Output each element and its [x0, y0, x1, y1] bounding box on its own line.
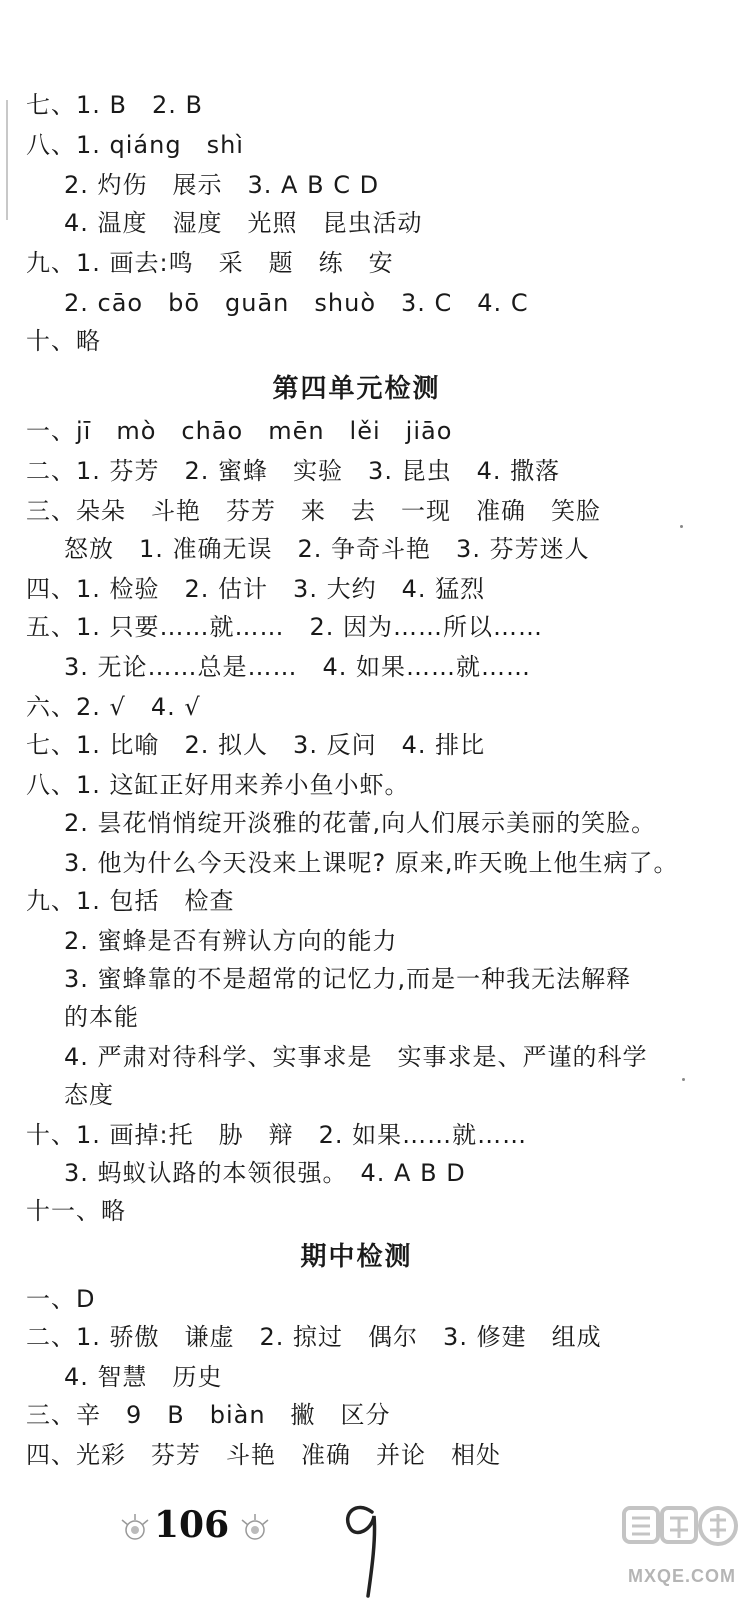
- answer-line: 二、1. 芬芳 2. 蜜蜂 实验 3. 昆虫 4. 撒落: [26, 457, 561, 485]
- page-number: 106: [154, 1504, 230, 1546]
- scan-speck: [682, 1078, 685, 1081]
- answer-line: 一、jī mò chāo mēn lěi jiāo: [26, 417, 453, 445]
- answer-line: 3. 蚂蚁认路的本领很强。 4. A B D: [64, 1159, 466, 1187]
- page-footer: [110, 1498, 750, 1598]
- answer-line: 六、2. √ 4. √: [26, 693, 201, 721]
- scan-edge: [6, 100, 8, 220]
- answer-line: 四、1. 检验 2. 估计 3. 大约 4. 猛烈: [26, 575, 486, 603]
- answer-line: 3. 蜜蜂靠的不是超常的记忆力,而是一种我无法解释: [64, 965, 632, 993]
- answer-line: 2. 昙花悄悄绽开淡雅的花蕾,向人们展示美丽的笑脸。: [64, 809, 657, 837]
- answer-line: 4. 温度 湿度 光照 昆虫活动: [64, 209, 423, 237]
- answer-line: 态度: [64, 1081, 114, 1109]
- right-ornament-icon: [238, 1512, 272, 1544]
- answer-line: 五、1. 只要……就…… 2. 因为……所以……: [26, 613, 544, 641]
- section-heading: 第四单元检测: [272, 374, 441, 404]
- answer-line: 3. 他为什么今天没来上课呢? 原来,昨天晚上他生病了。: [64, 849, 679, 877]
- answer-line: 九、1. 包括 检查: [26, 887, 235, 915]
- section-heading: 期中检测: [300, 1242, 413, 1272]
- answer-line: 八、1. qiáng shì: [26, 131, 244, 159]
- answer-line: 3. 无论……总是…… 4. 如果……就……: [64, 653, 532, 681]
- answer-line: 十一、略: [26, 1197, 126, 1225]
- answer-line: 2. 灼伤 展示 3. A B C D: [64, 171, 380, 199]
- answer-line: 四、光彩 芬芳 斗艳 准确 并论 相处: [26, 1441, 501, 1469]
- answer-line: 十、略: [26, 327, 101, 355]
- answer-line: 怒放 1. 准确无误 2. 争奇斗艳 3. 芬芳迷人: [64, 535, 590, 563]
- answer-line: 三、朵朵 斗艳 芬芳 来 去 一现 准确 笑脸: [26, 497, 601, 525]
- watermark-url: MXQE.COM: [627, 1566, 736, 1586]
- answer-line: 七、1. B 2. B: [26, 91, 203, 119]
- left-ornament-icon: [118, 1512, 152, 1544]
- watermark-logo: [620, 1502, 740, 1566]
- answer-line: 4. 严肃对待科学、实事求是 实事求是、严谨的科学: [64, 1043, 648, 1071]
- answer-line: 2. cāo bō guān shuò 3. C 4. C: [64, 289, 529, 317]
- scan-speck: [680, 525, 683, 528]
- answer-line: 一、D: [26, 1285, 96, 1313]
- answer-line: 的本能: [64, 1003, 139, 1031]
- answer-line: 2. 蜜蜂是否有辨认方向的能力: [64, 927, 398, 955]
- answer-line: 十、1. 画掉:托 胁 辩 2. 如果……就……: [26, 1121, 528, 1149]
- answer-line: 九、1. 画去:鸣 采 题 练 安: [26, 249, 394, 277]
- answer-line: 三、辛 9 B biàn 撇 区分: [26, 1401, 391, 1429]
- answer-line: 八、1. 这缸正好用来养小鱼小虾。: [26, 771, 410, 799]
- answer-line: 二、1. 骄傲 谦虚 2. 掠过 偶尔 3. 修建 组成: [26, 1323, 602, 1351]
- handwritten-mark: [338, 1498, 388, 1598]
- answer-line: 4. 智慧 历史: [64, 1363, 223, 1391]
- answer-line: 七、1. 比喻 2. 拟人 3. 反问 4. 排比: [26, 731, 486, 759]
